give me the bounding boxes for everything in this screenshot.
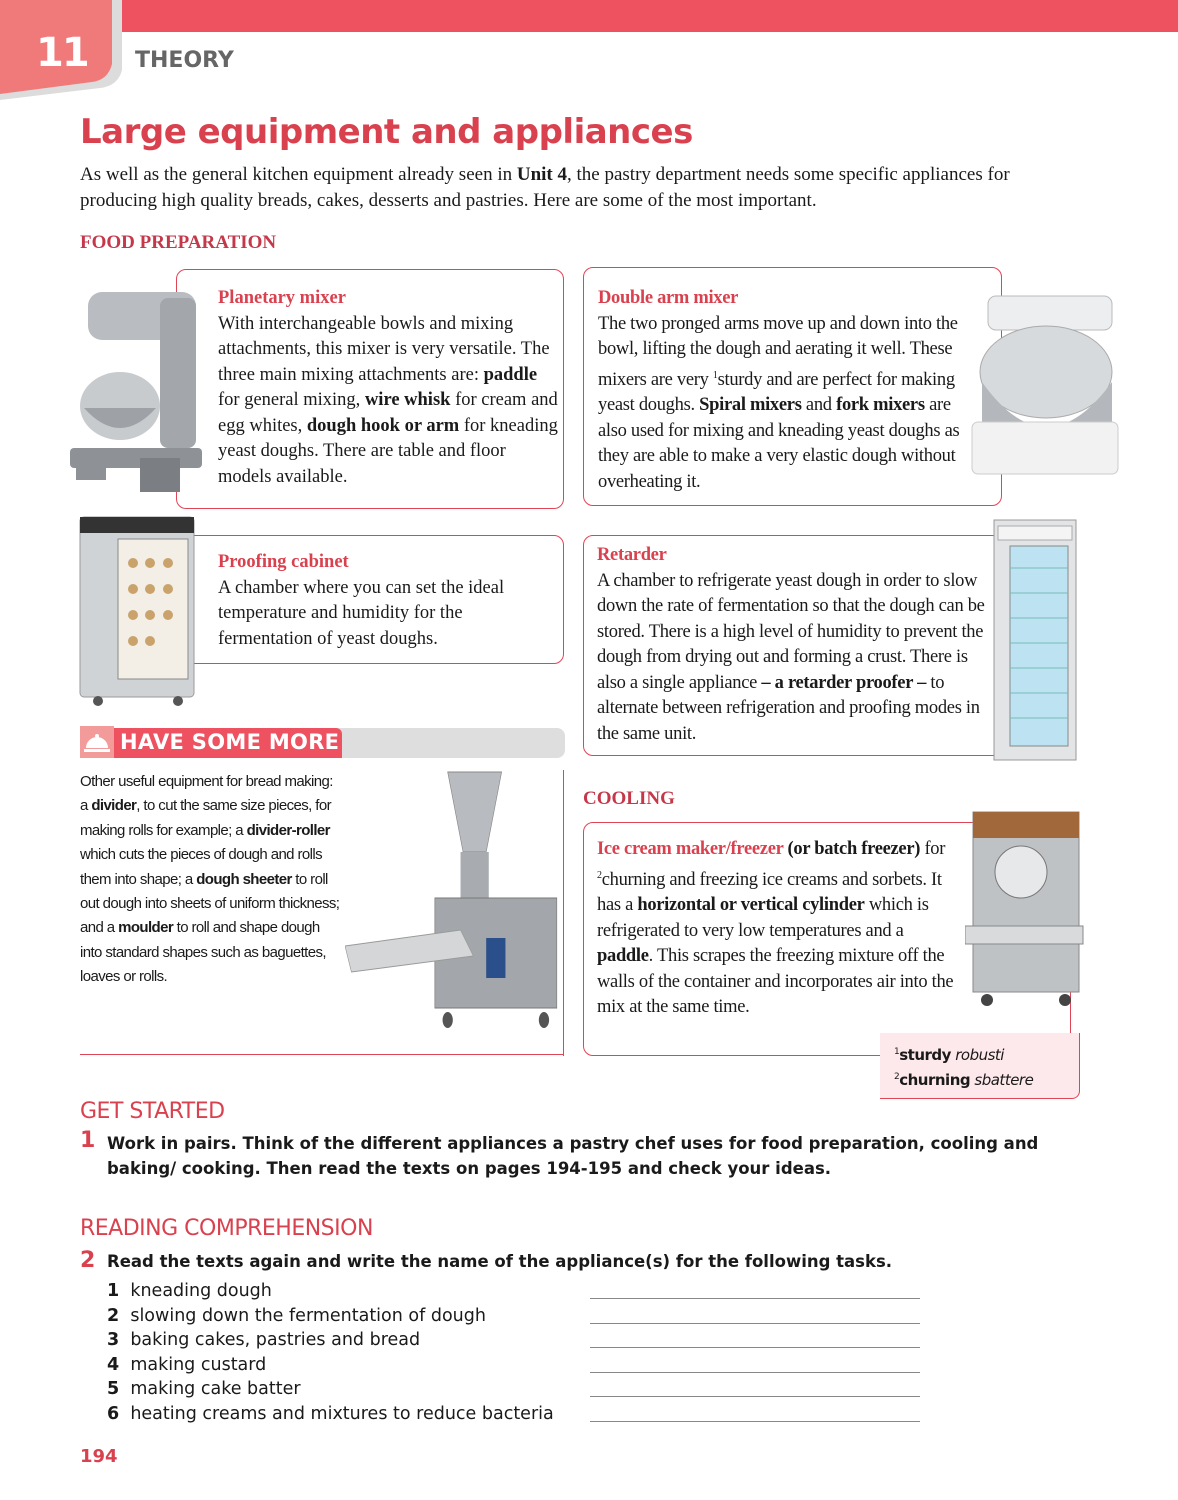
answer-line-6[interactable] [590, 1421, 920, 1422]
task-item: 3 baking cakes, pastries and bread [107, 1330, 421, 1351]
answer-line-3[interactable] [590, 1347, 920, 1348]
answer-line-2[interactable] [590, 1323, 920, 1324]
double-arm-mixer-text: Double arm mixer The two pronged arms move up and down into the bowl, lifting the dough and aerating it well. These mixers are very $^1$sturdy and are perfect for making yeast doughs. Spiral mixers and fork mixers are also used for mixing and kneading yeast doughs as they are able to make a very elastic dough without overheating it. [598, 288, 960, 492]
double-arm-mixer-image [968, 292, 1122, 478]
exercise-number: 1 [80, 1128, 96, 1153]
page-title: Large equipment and appliances [80, 112, 693, 152]
section-label: THEORY [135, 48, 234, 73]
unit-number: 11 [36, 30, 88, 76]
cooling-heading: COOLING [583, 788, 675, 809]
task-item: 2 slowing down the fermentation of dough [107, 1305, 486, 1326]
retarder-image [992, 518, 1078, 770]
task-item: 4 making custard [107, 1354, 267, 1375]
exercise-number: 2 [80, 1248, 96, 1273]
planetary-mixer-text: Planetary mixer With interchangeable bowls and mixing attachments, this mixer is very versatile. The three main mixing attachments are: paddle for general mixing, wire whisk for cream and egg whites, dough hook or arm for kneading yeast doughs. There are table and floor models available. [218, 288, 558, 487]
glossary-item: $^2$churning sbattere [894, 1071, 1034, 1089]
task-item: 6 heating creams and mixtures to reduce bacteria [107, 1403, 554, 1424]
exercise-2-instruction: Read the texts again and write the name of the appliance(s) for the following tasks. [107, 1252, 893, 1271]
task-item: 1 kneading dough [107, 1281, 272, 1301]
food-preparation-heading: FOOD PREPARATION [80, 232, 277, 253]
proofing-cabinet-text: Proofing cabinet A chamber where you can set the ideal temperature and humidity for the fermentation of yeast doughs. [218, 552, 505, 649]
answer-line-1[interactable] [590, 1298, 920, 1299]
cloche-icon [80, 726, 114, 758]
page-number: 194 [80, 1446, 118, 1467]
reading-comprehension-heading: READING COMPREHENSION [80, 1216, 373, 1241]
dough-divider-image [345, 768, 560, 1036]
planetary-mixer-image [70, 288, 202, 493]
have-some-more-text: Other useful equipment for bread making: a divider, to cut the same size pieces, for making rolls for example; a divider-roller which cuts the pieces of dough and rolls them into shape; a dough sheeter to roll out dough into sheets of uniform thickness; and a moulder to roll and shape dough into standard shapes such as baguettes, loaves or rolls. [80, 773, 340, 986]
answer-lines [590, 1298, 920, 1422]
have-some-more-divider [80, 1054, 564, 1055]
have-some-more-label: HAVE SOME MORE [80, 728, 342, 758]
retarder-text: Retarder A chamber to refrigerate yeast dough in order to slow down the rate of fermentation so that the dough can be stored. There is a high level of humidity to prevent the dough from drying out and forming a crust. There is also a single appliance – a retarder proofer – to alternate between refrigeration and proofing modes in the same unit. [597, 545, 985, 744]
answer-line-5[interactable] [590, 1396, 920, 1397]
have-some-more-border [563, 770, 564, 1056]
get-started-heading: GET STARTED [80, 1099, 225, 1124]
ice-cream-maker-text: Ice cream maker/freezer (or batch freezer) for $^2$churning and freezing ice creams and sorbets. It has a horizontal or vertical cylinder which is refrigerated to very low temperatures and a paddle. This scrapes the freezing mixture off the walls of the container and incorporates air into the mix at the same time. [597, 839, 954, 1018]
intro-text: As well as the general kitchen equipment already seen in Unit 4, the pastry department needs some specific appliances for producing high quality breads, cakes, desserts and pastries. Here are some of the most important. [80, 164, 1010, 211]
header-bar [118, 0, 1178, 32]
glossary-box [880, 1033, 1080, 1099]
task-list [107, 1279, 577, 1427]
answer-line-4[interactable] [590, 1372, 920, 1373]
task-item: 5 making cake batter [107, 1379, 301, 1400]
ice-cream-maker-image [965, 808, 1087, 1008]
glossary-item: $^1$sturdy robusti [894, 1046, 1004, 1064]
proofing-cabinet-image [78, 515, 196, 707]
exercise-1-instruction: Work in pairs. Think of the different appliances a pastry chef uses for food preparation, cooling and baking/ cooking. Then read the texts on pages 194-195 and check your ideas. [107, 1134, 1039, 1178]
